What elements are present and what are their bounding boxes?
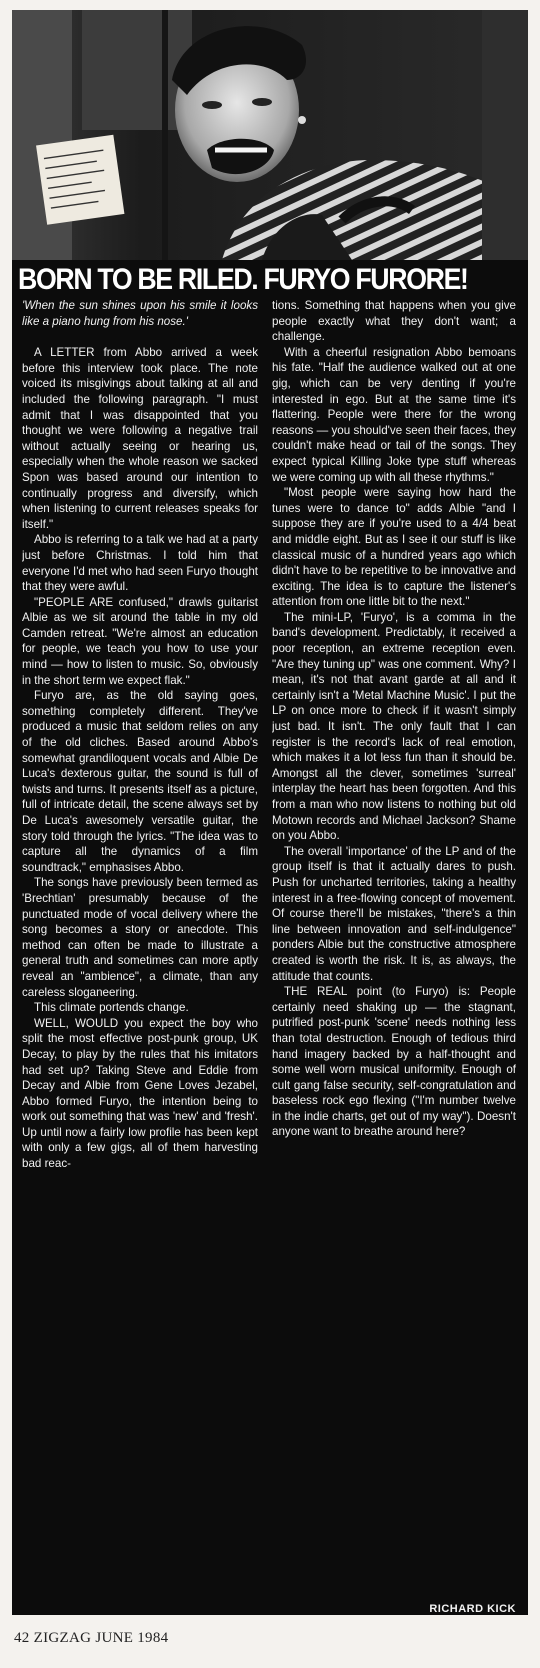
paragraph: "Most people were saying how hard the tunes were to dance to" adds Albie "and I suppose they are if you're used to a 4/4 beat and middle eight. But as I see it our stuff is like classical music of a hundred years ago which didn't have to be repetitive to be innovative and exciting. The idea is to capture the listener's attention from one little bit to the next." [272,486,516,609]
paragraph: A LETTER from Abbo arrived a week before this interview took place. The note voiced its misgivings about talking at all and included the following paragraph. "I must admit that I was disappointed that you thought we were following a negative trail without actually seeing or hearing us, especially when the whole reason we sacked Spon was based around our intention to continually progress and diversify, which when listening to current releases speaks for itself." [22,346,258,531]
byline: RICHARD KICK [429,1603,516,1615]
page-footer: 42 ZIGZAG JUNE 1984 [14,1630,169,1646]
paragraph: "PEOPLE ARE confused," drawls guitarist Albie as we sit around the table in my old Camden retreat. "We're almost an education for people, we teach you how to use your mind — how to listen to music. So, obviously in the short term we expect flak." [22,595,258,687]
standfirst-quote: 'When the sun shines upon his smile it looks like a piano hung from his nose.' [22,299,258,328]
paragraph: With a cheerful resignation Abbo bemoans his fate. "Half the audience walked out at one gig, which can be very denting if you're interested in ego. But at the same time it's flattering. People were there for the wrong reasons — you should've seen their faces, they couldn't make head or tail of the songs. They expect typical Killing Joke type stuff whereas we were coming up with all these rhythms." [272,345,516,484]
headline: BORN TO BE RILED. FURYO FURORE! [18,263,468,296]
paragraph: THE REAL point (to Furyo) is: People certainly need shaking up — the stagnant, putrified post-punk 'scene' needs nothing less than total destruction. Enough of tedious third hand imagery backed by a half-thought and some well worn musical uniformity. Enough of cult gang false security, self-congratulation and baseless rock ego flexing ("I'm number twelve in the indie charts, get out of my way"). Doesn't anyone want to breathe around here? [272,985,516,1139]
left-column [22,298,258,1613]
paragraph: This climate portends change. [34,1001,189,1015]
paragraph: The mini-LP, 'Furyo', is a comma in the band's development. Predictably, it received a poor reception, an extreme reception even. "Are they tuning up" was one comment. Why? I mean, it's not that avant garde at all and it certainly isn't a 'Metal Machine Music'. I put the LP on once more to check if it wasn't simply just bad. It isn't. The only fault that I can register is the record's lack of real emotion, which makes it a lot less fun than it should be. Amongst all the clever, sometimes 'surreal' interplay the heart has been forgotten. And this from a man who now listens to nothing but old Motown records and Michael Jackson? Shame on you Abbo. [272,610,516,843]
article-photo [12,10,528,260]
photo-of-laughing-man-icon [12,10,528,260]
paragraph: Abbo is referring to a talk we had at a party just before Christmas. I told him that everyone I'd met who had seen Furyo thought that they were awful. [22,533,258,594]
paragraph: The overall 'importance' of the LP and of the group itself is that it actually dares to push. Push for uncharted territories, taking a healthy interest in a free-flowing concept of movement. Of course there'll be mistakes, "there's a thin line between innovation and self-indulgence" ponders Albie but the constructive atmosphere created is worth the risk. It is, as always, the attitude that counts. [272,844,516,983]
paragraph: WELL, WOULD you expect the boy who split the most effective post-punk group, UK Decay, to play by the rules that his imitators had set up? Taking Steve and Eddie from Decay and Albie from Gene Loves Jezabel, Abbo formed Furyo, the intention being to work out something that was 'new' and 'fresh'. Up until now a fairly low profile has been kept with only a few gigs, all of them harvesting bad reac- [22,1016,258,1171]
paragraph: Furyo are, as the old saying goes, something completely different. They've produced a music that seldom relies on any of the old cliches. Based around Abbo's somewhat grandiloquent vocals and Albie De Luca's dexterous guitar, the sound is full of twists and turns. It presents itself as a picture, full of intricate detail, the scene always set by De Luca's awesomely versatile guitar, the story told through the lyrics. "The idea was to capture all the dynamics of a film soundtrack," emphasises Abbo. [22,689,258,874]
paragraph-continued: tions. Something that happens when you give people exactly what they don't want; a challenge. [272,299,516,344]
right-column [272,298,516,1558]
paragraph: The songs have previously been termed as 'Brechtian' presumably because of the punctuated mode of vocal delivery where the song becomes a story or anecdote. This method can often be made to illustrate a general truth and sometimes can more aptly reveal an "ambience", a climate, than any careless sloganeering. [22,876,258,999]
